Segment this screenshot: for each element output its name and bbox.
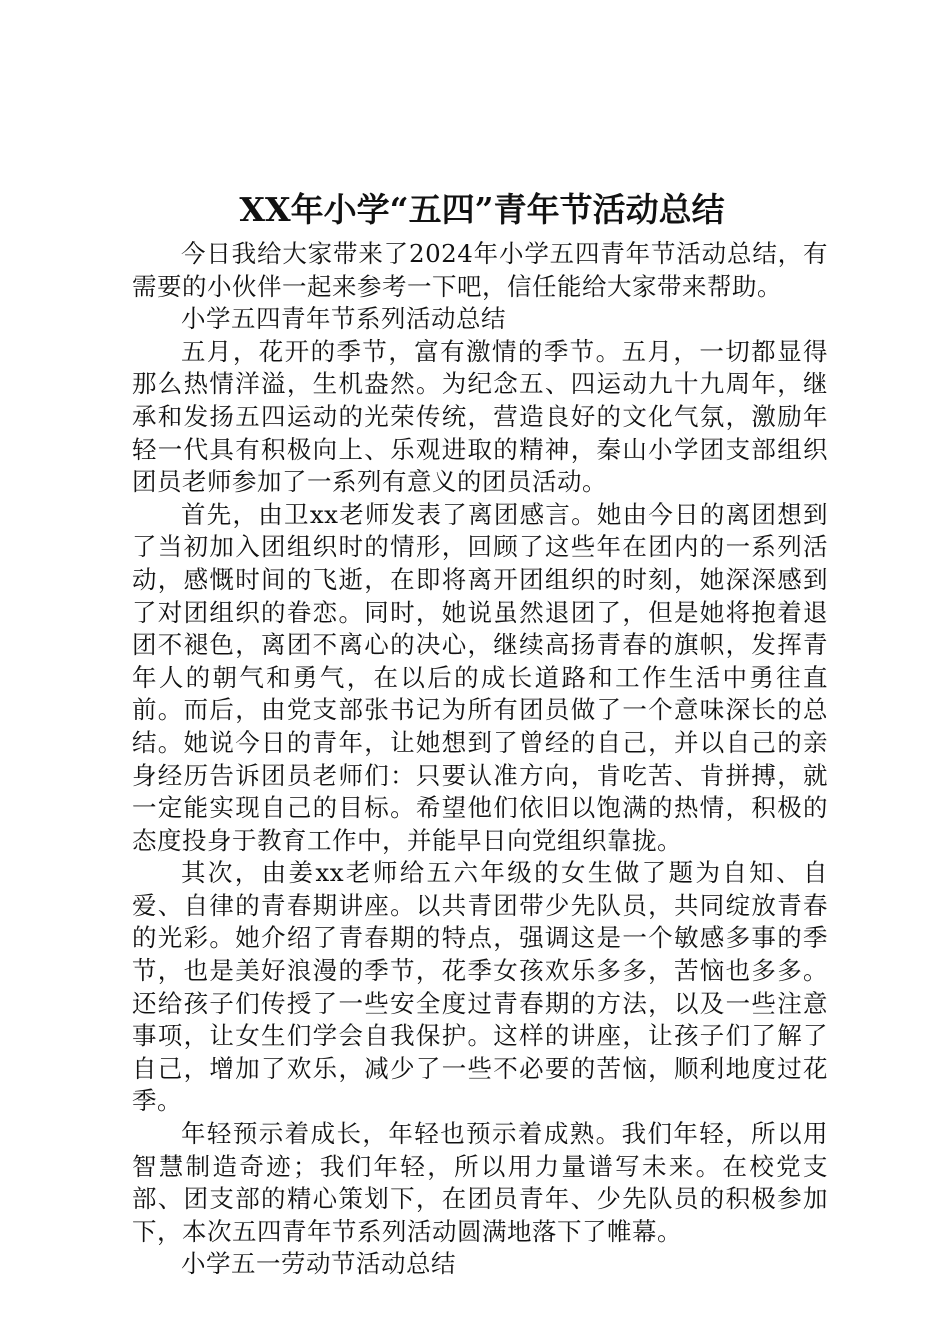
- section-heading-labor-day: 小学五一劳动节活动总结: [181, 1249, 456, 1279]
- section-heading-youth-day: 小学五四青年节系列活动总结: [181, 304, 506, 334]
- intro-paragraph: 今日我给大家带来了2024年小学五四青年节活动总结，有需要的小伙伴一起来参考一下吧，信任能给大家带来帮助。: [132, 239, 828, 301]
- body-paragraph: 年轻预示着成长，年轻也预示着成熟。我们年轻，所以用智慧制造奇迹；我们年轻，所以用力量谱写未来。在校党支部、团支部的精心策划下，在团员青年、少先队员的积极参加下，本次五四青年节系列活动圆满地落下了帷幕。: [132, 1119, 828, 1246]
- document-body: [132, 238, 828, 1281]
- body-paragraph: 首先，由卫xx老师发表了离团感言。她由今日的离团想到了当初加入团组织时的情形，回顾了这些年在团内的一系列活动，感慨时间的飞逝，在即将离开团组织的时刻，她深深感到了对团组织的眷恋。同时，她说虽然退团了，但是她将抱着退团不褪色，离团不离心的决心，继续高扬青春的旗帜，发挥青年人的朝气和勇气，在以后的成长道路和工作生活中勇往直前。而后，由党支部张书记为所有团员做了一个意味深长的总结。她说今日的青年，让她想到了曾经的自己，并以自己的亲身经历告诉团员老师们：只要认准方向，肯吃苦、肯拼搏，就一定能实现自己的目标。希望他们依旧以饱满的热情，积极的态度投身于教育工作中，并能早日向党组织靠拢。: [132, 499, 828, 855]
- document-title: XX年小学“五四”青年节活动总结: [239, 190, 725, 229]
- body-paragraph: 其次，由姜xx老师给五六年级的女生做了题为自知、自爱、自律的青春期讲座。以共青团带少先队员，共同绽放青春的光彩。她介绍了青春期的特点，强调这是一个敏感多事的季节，也是美好浪漫的季节，花季女孩欢乐多多，苦恼也多多。还给孩子们传授了一些安全度过青春期的方法，以及一些注意事项，让女生们学会自我保护。这样的讲座，让孩子们了解了自己，增加了欢乐，减少了一些不必要的苦恼，顺利地度过花季。: [132, 858, 828, 1116]
- body-paragraph: 五月，花开的季节，富有激情的季节。五月，一切都显得那么热情洋溢，生机盎然。为纪念五、四运动九十九周年，继承和发扬五四运动的光荣传统，营造良好的文化气氛，激励年轻一代具有积极向上、乐观进取的精神，秦山小学团支部组织团员老师参加了一系列有意义的团员活动。: [132, 336, 828, 497]
